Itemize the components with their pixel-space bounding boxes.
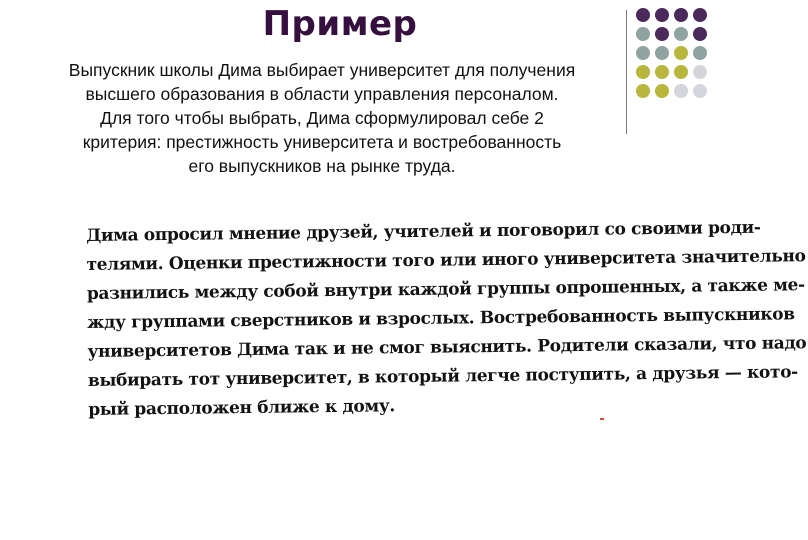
decorative-divider bbox=[626, 10, 627, 134]
decorative-dot bbox=[636, 65, 650, 79]
scan-line: жду группами сверстников и взрослых. Востребованность выпускников bbox=[87, 304, 795, 333]
scan-line: выбирать тот университет, в который легче поступить, а друзья — кото- bbox=[87, 362, 798, 391]
intro-line: Для того чтобы выбрать, Дима сформулировал себе 2 bbox=[100, 108, 544, 128]
decorative-dot bbox=[674, 8, 688, 22]
decorative-dot bbox=[693, 46, 707, 60]
scan-line: телями. Оценки престижности того или иного университета значительно bbox=[86, 246, 806, 275]
decorative-dot bbox=[636, 46, 650, 60]
decorative-dot bbox=[674, 65, 688, 79]
decorative-dot bbox=[674, 46, 688, 60]
intro-line: высшего образования в области управления персоналом. bbox=[85, 84, 559, 104]
decorative-dot bbox=[655, 84, 669, 98]
scan-artifact-mark bbox=[600, 418, 604, 420]
scan-line: университетов Дима так и не смог выяснить. Родители сказали, что надо bbox=[87, 333, 807, 362]
decorative-dot bbox=[636, 84, 650, 98]
decorative-dot bbox=[693, 27, 707, 41]
decorative-dot bbox=[636, 27, 650, 41]
scan-line: рый расположен ближе к дому. bbox=[88, 396, 396, 420]
intro-line: критерия: престижность университета и востребованность bbox=[82, 132, 562, 152]
decorative-dot bbox=[636, 8, 650, 22]
decorative-dot bbox=[655, 8, 669, 22]
decorative-dot bbox=[674, 84, 688, 98]
decorative-dot bbox=[693, 8, 707, 22]
decorative-dot bbox=[655, 46, 669, 60]
decorative-dot bbox=[693, 84, 707, 98]
slide-title: Пример bbox=[262, 4, 418, 44]
decorative-dot bbox=[655, 27, 669, 41]
decorative-dot-grid bbox=[636, 8, 708, 99]
decorative-dot bbox=[693, 65, 707, 79]
decorative-dot bbox=[674, 27, 688, 41]
intro-paragraph bbox=[22, 58, 622, 178]
decorative-dot bbox=[655, 65, 669, 79]
scanned-text-excerpt bbox=[86, 215, 807, 425]
intro-line: его выпускников на рынке труда. bbox=[188, 156, 456, 176]
scan-line: Дима опросил мнение друзей, учителей и поговорил со своими роди- bbox=[86, 217, 761, 246]
intro-line: Выпускник школы Дима выбирает университет для получения bbox=[68, 60, 576, 80]
scan-line: разнились между собой внутри каждой группы опрошенных, а также ме- bbox=[86, 275, 805, 304]
